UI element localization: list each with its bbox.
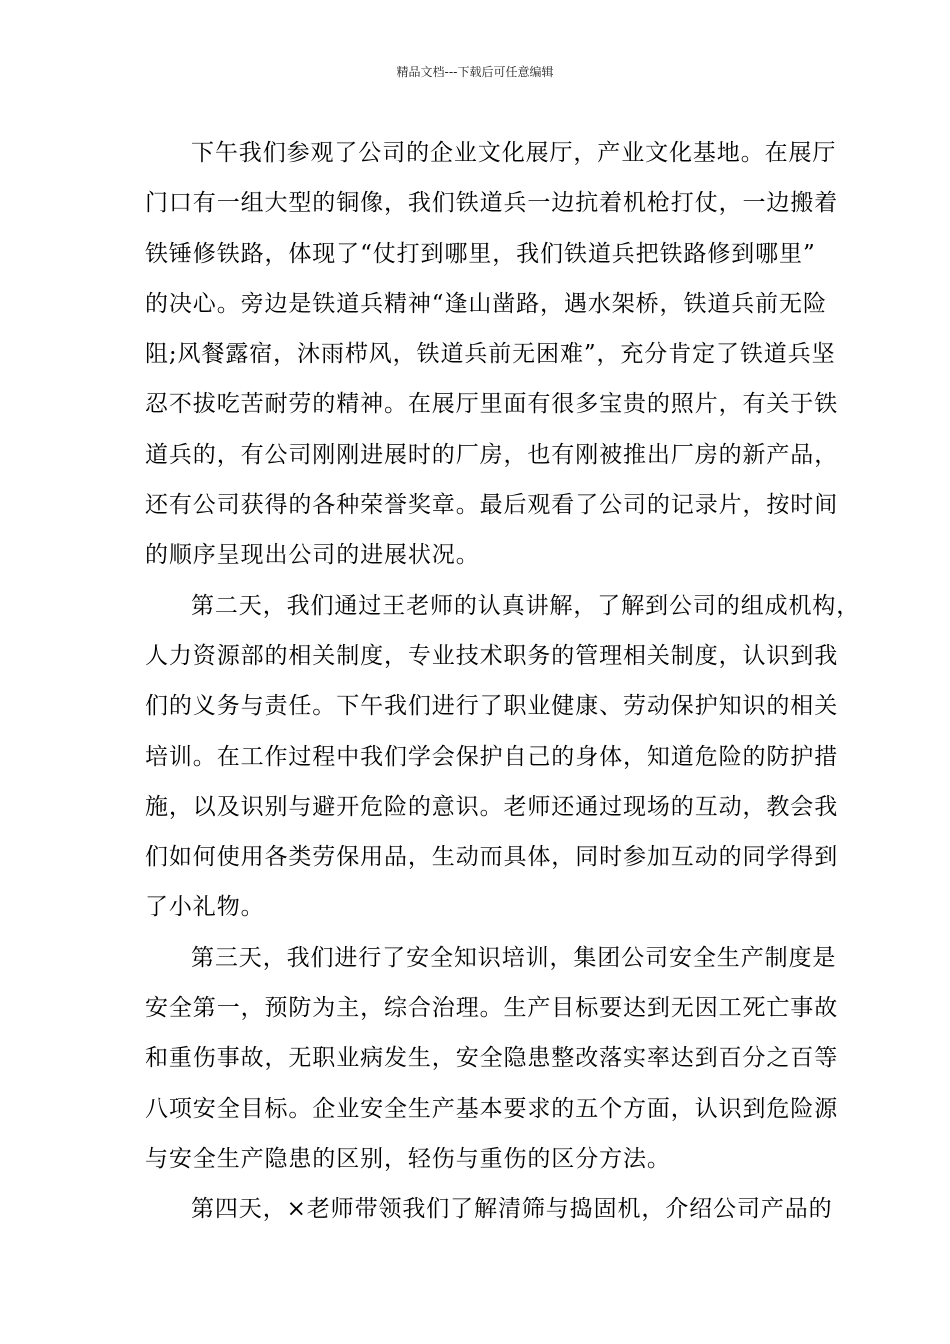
paragraph-line: 安全第一，预防为主，综合治理。生产目标要达到无因工死亡事故 [145,995,839,1022]
paragraph-line: 第二天，我们通过王老师的认真讲解，了解到公司的组成机构， [191,592,861,619]
paragraph-line: 铁锤修铁路，体现了“仗打到哪里，我们铁道兵把铁路修到哪里” [145,240,816,267]
document-body [145,128,861,1235]
paragraph-line: 们如何使用各类劳保用品，生动而具体，同时参加互动的同学得到 [145,844,839,871]
paragraph [145,128,839,581]
paragraph-line: 和重伤事故，无职业病发生，安全隐患整改落实率达到百分之百等 [145,1045,839,1072]
paragraph [145,933,839,1184]
paragraph-line: 下午我们参观了公司的企业文化展厅，产业文化基地。在展厅 [191,140,837,166]
paragraph-line: 的决心。旁边是铁道兵精神“逢山凿路，遇水架桥，铁道兵前无险 [145,290,827,317]
paragraph-line: 八项安全目标。企业安全生产基本要求的五个方面，认识到危险源 [145,1095,839,1122]
paragraph-line: 人力资源部的相关制度，专业技术职务的管理相关制度，认识到我 [145,642,839,669]
paragraph-line: 还有公司获得的各种荣誉奖章。最后观看了公司的记录片，按时间 [145,492,839,519]
paragraph [145,1184,833,1234]
paragraph-line: 忍不拔吃苦耐劳的精神。在展厅里面有很多宝贵的照片，有关于铁 [145,391,839,418]
page-header: 精品文档---下载后可任意编辑 [396,65,554,79]
paragraph-line: 了小礼物。 [145,894,265,921]
paragraph-line: 门口有一组大型的铜像，我们铁道兵一边抗着机枪打仗，一边搬着 [145,190,839,217]
paragraph-line: 施，以及识别与避开危险的意识。老师还通过现场的互动，教会我 [145,793,839,820]
paragraph-line: 的顺序呈现出公司的进展状况。 [145,542,480,569]
paragraph [145,581,861,933]
paragraph-line: 第三天，我们进行了安全知识培训，集团公司安全生产制度是 [191,944,837,971]
paragraph-line: 培训。在工作过程中我们学会保护自己的身体，知道危险的防护措 [145,743,839,770]
paragraph-line: 第四天，×老师带领我们了解清筛与捣固机，介绍公司产品的 [191,1196,833,1223]
paragraph-line: 道兵的，有公司刚刚进展时的厂房，也有刚被推出厂房的新产品， [145,441,839,468]
paragraph-line: 与安全生产隐患的区别，轻伤与重伤的区分方法。 [145,1145,671,1172]
paragraph-line: 阻;风餐露宿，沐雨栉风，铁道兵前无困难”，充分肯定了铁道兵坚 [145,341,836,368]
paragraph-line: 们的义务与责任。下午我们进行了职业健康、劳动保护知识的相关 [145,693,839,720]
